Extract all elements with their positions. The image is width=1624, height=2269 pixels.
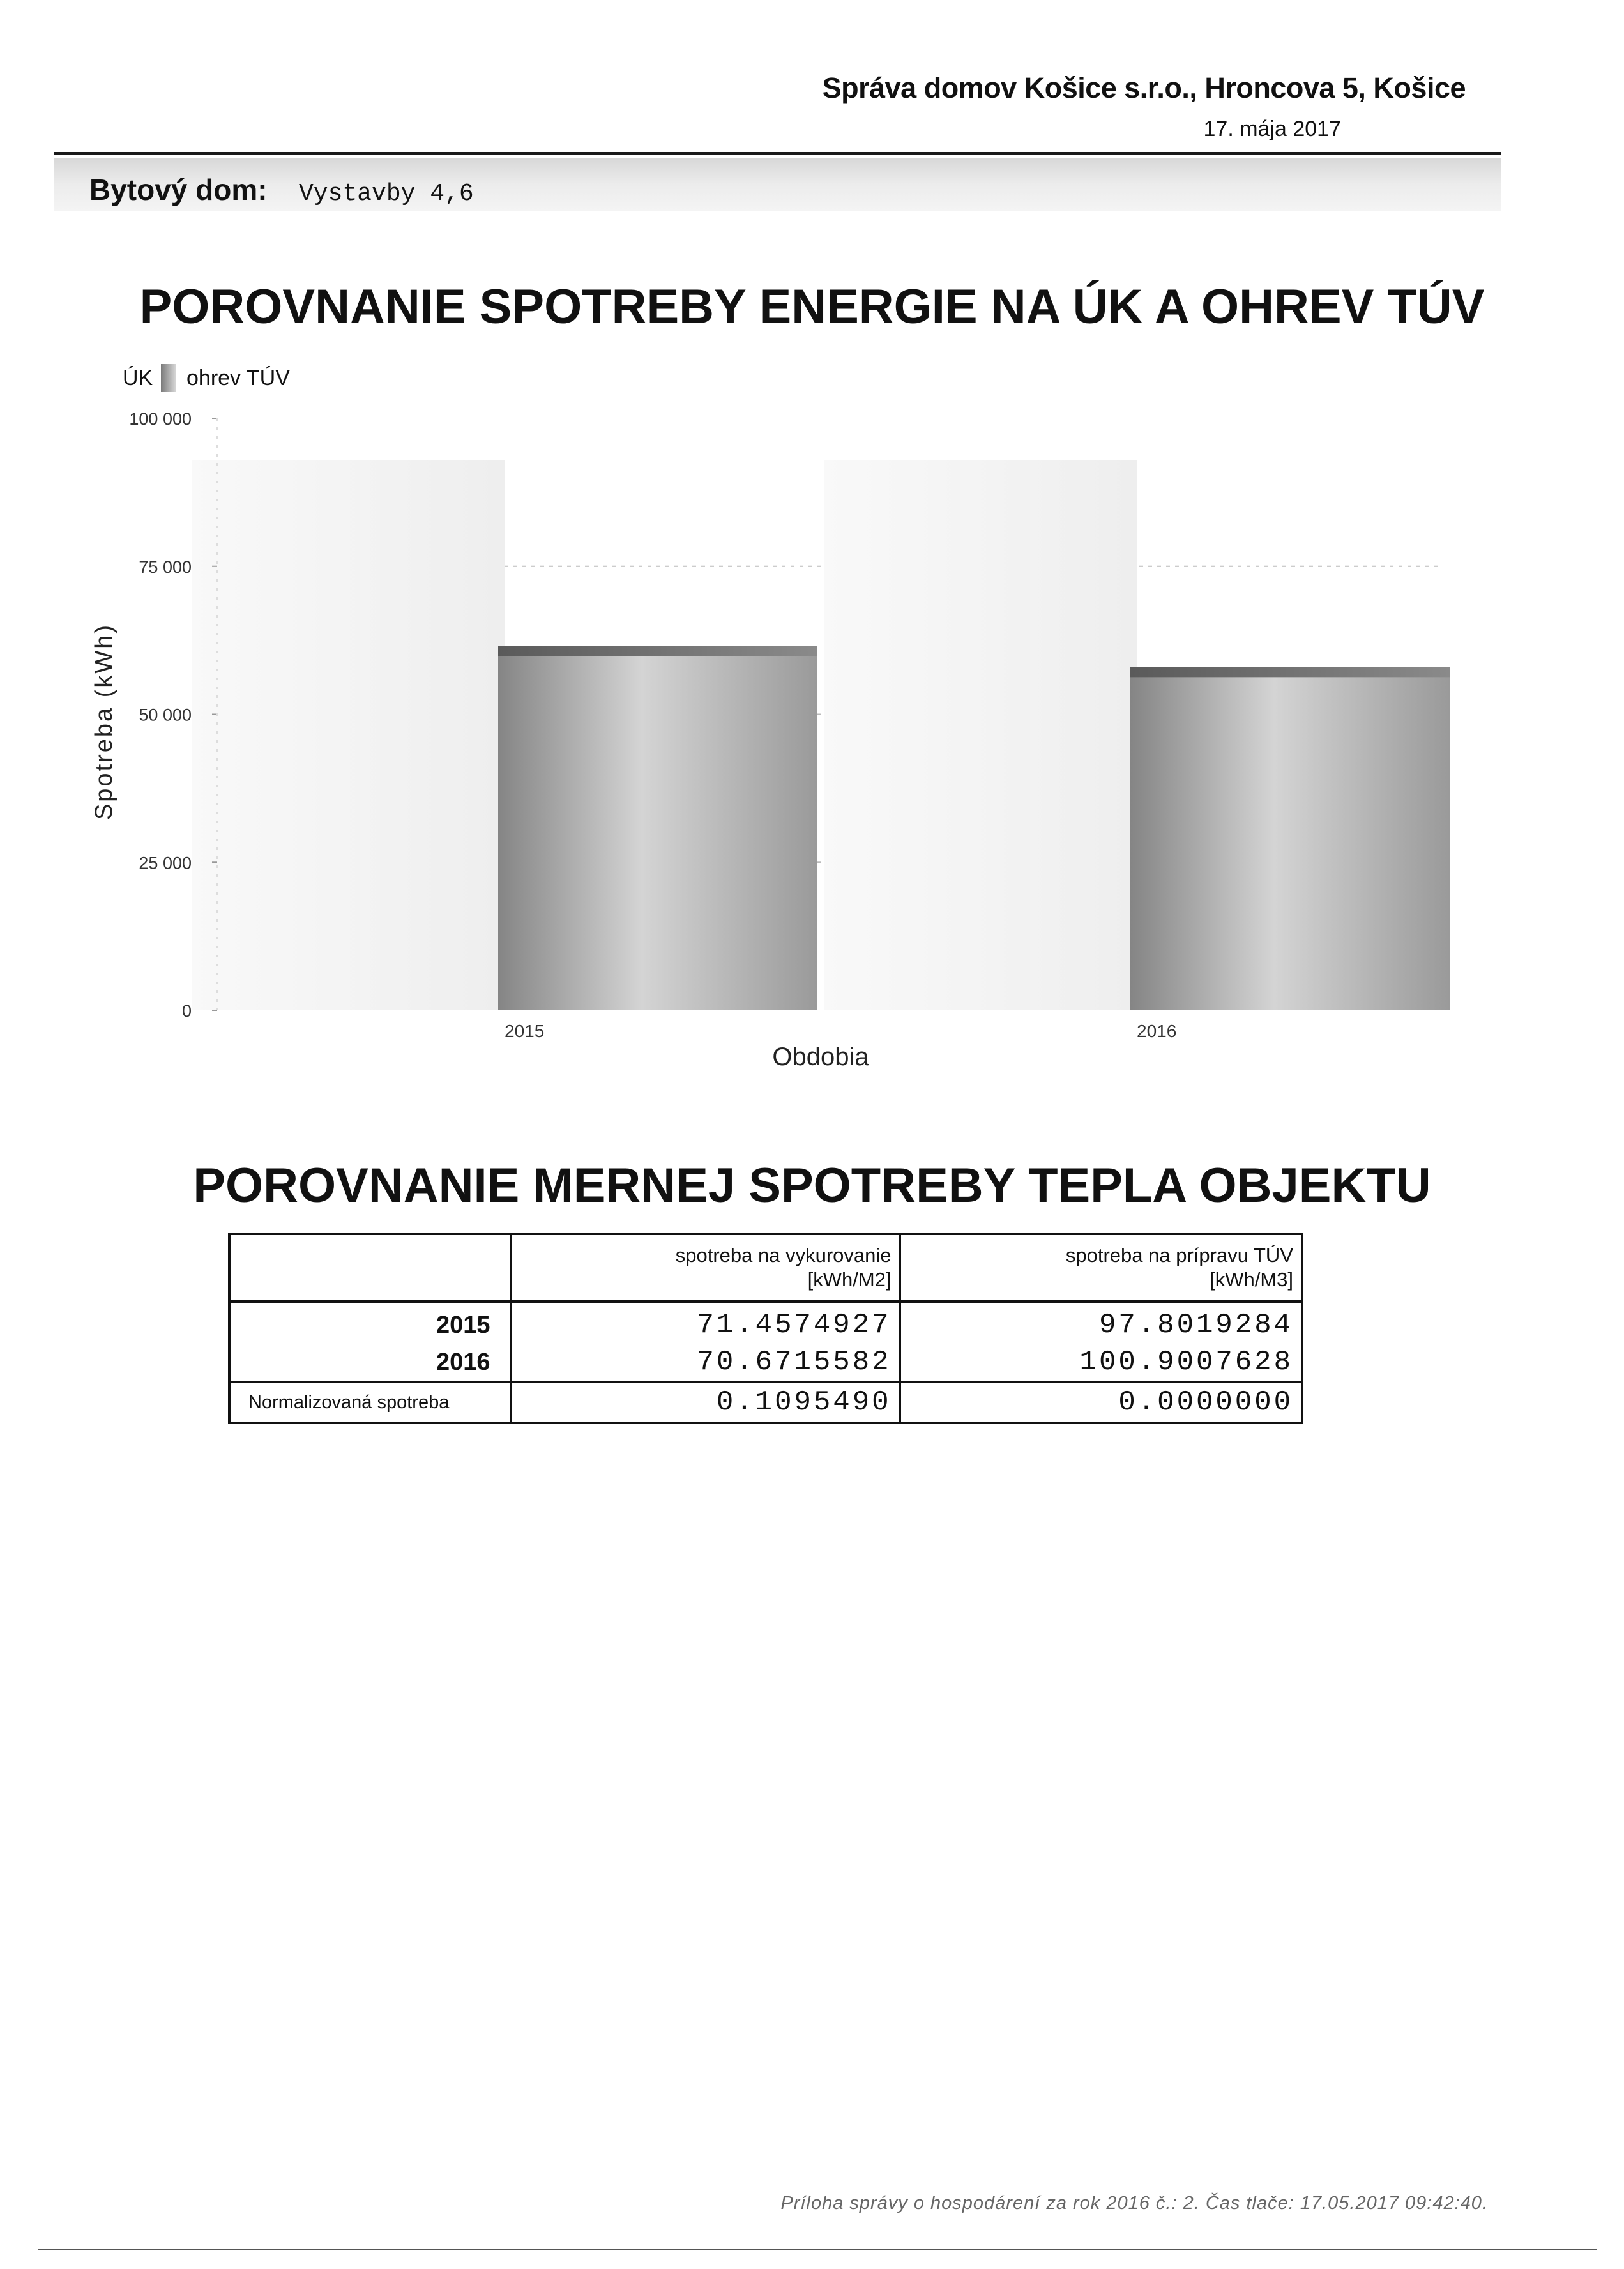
chart-y-ticks	[129, 409, 217, 1021]
legend-uk-label: ÚK	[123, 366, 153, 390]
bar	[498, 655, 817, 1010]
normalized-hot-water-value: 0.0000000	[900, 1382, 1302, 1423]
hot-water-value: 97.8019284	[900, 1301, 1302, 1344]
heating-value: 70.6715582	[510, 1344, 900, 1382]
heating-value: 71.4574927	[510, 1301, 900, 1344]
chart-panels	[192, 460, 1137, 1010]
col-hot-water-header: spotreba na prípravu TÚV [kWh/M3]	[900, 1234, 1302, 1301]
row-year-label: 2016	[436, 1348, 490, 1376]
header-rule	[54, 152, 1501, 155]
normalized-row	[229, 1382, 1302, 1423]
chart-bars	[498, 646, 1450, 1010]
col-heating-header: spotreba na vykurovanie [kWh/M2]	[510, 1234, 900, 1301]
legend-tuv-label: ohrev TÚV	[186, 366, 290, 390]
chart-title: POROVNANIE SPOTREBY ENERGIE NA ÚK A OHREV TÚV	[139, 280, 1485, 334]
table-header-empty	[229, 1234, 510, 1301]
bar	[1130, 676, 1450, 1010]
y-tick-label: 50 000	[139, 705, 192, 725]
background-panel	[824, 460, 1137, 1010]
normalized-label: Normalizovaná spotreba	[229, 1382, 510, 1423]
table-row	[229, 1344, 1302, 1382]
background-panel	[192, 460, 505, 1010]
building-label: Bytový dom:	[89, 173, 268, 206]
footer-rule	[38, 2249, 1597, 2250]
chart-x-categories	[505, 1021, 1176, 1041]
bar-top-edge	[1130, 667, 1450, 677]
building-bar	[54, 158, 1501, 211]
hot-water-value: 100.9007628	[900, 1344, 1302, 1382]
report-date: 17. mája 2017	[1203, 117, 1341, 141]
print-footer: Príloha správy o hospodárení za rok 2016 č.: 2. Čas tlače: 17.05.2017 09:42:40.	[780, 2193, 1488, 2213]
normalized-heating-value: 0.1095490	[510, 1382, 900, 1423]
y-tick-label: 100 000	[129, 409, 192, 429]
chart-gridlines	[505, 566, 1443, 863]
legend-swatch	[161, 364, 176, 392]
y-tick-label: 0	[181, 1001, 192, 1021]
table-header-row	[229, 1234, 1302, 1301]
bar-top-edge	[498, 646, 817, 656]
company-name: Správa domov Košice s.r.o., Hroncova 5, Košice	[822, 72, 1466, 104]
y-tick-label: 25 000	[139, 853, 192, 873]
row-year-label: 2015	[229, 1301, 510, 1344]
y-tick-label: 75 000	[139, 557, 192, 577]
chart-x-axis-label: Obdobia	[772, 1043, 869, 1071]
table-title: POROVNANIE MERNEJ SPOTREBY TEPLA OBJEKTU	[193, 1158, 1431, 1213]
chart-y-axis-label: Spotreba (kWh)	[91, 623, 118, 821]
x-category-label: 2016	[1137, 1021, 1177, 1041]
table-row	[229, 1301, 1302, 1344]
specific-consumption-table	[228, 1233, 1303, 1424]
building-value: Vystavby 4,6	[299, 180, 474, 208]
x-category-label: 2015	[505, 1021, 545, 1041]
